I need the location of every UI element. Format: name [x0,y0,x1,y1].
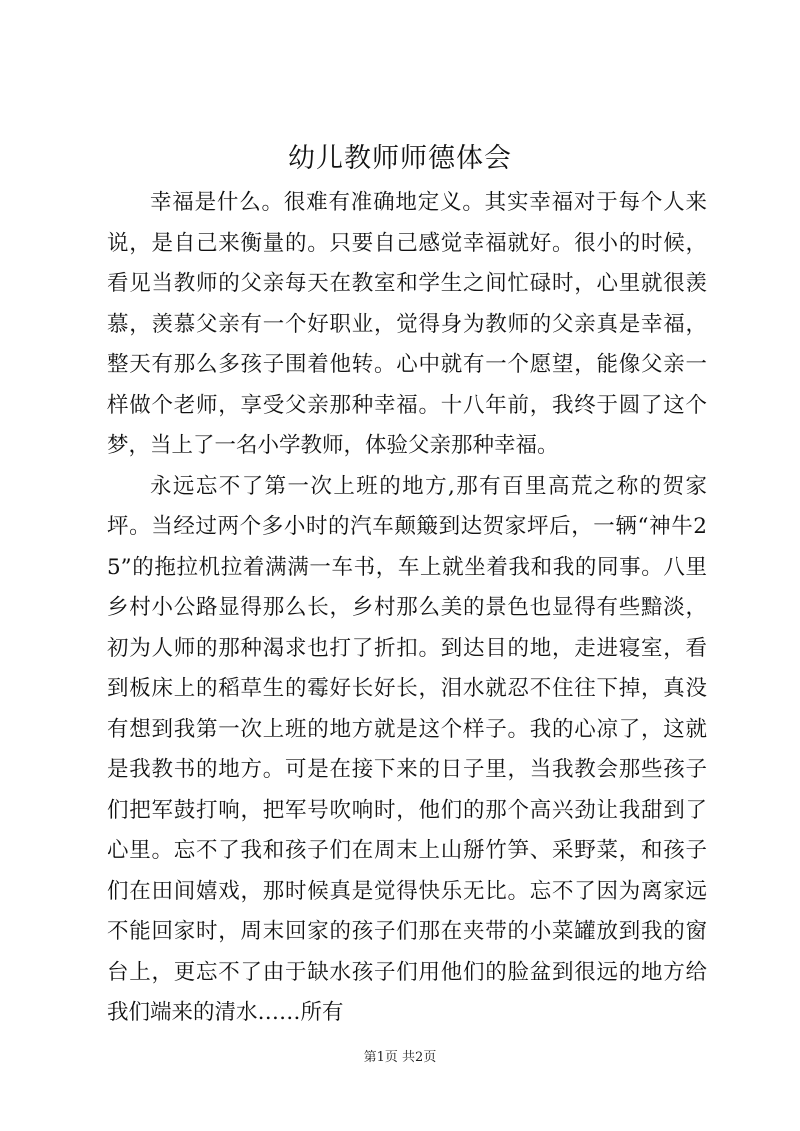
paragraph-1: 幸福是什么。很难有准确地定义。其实幸福对于每个人来说，是自己来衡量的。只要自己感觉幸福就好。很小的时候，看见当教师的父亲每天在教室和学生之间忙碌时，心里就很羡慕，羡慕父亲有一个好职业，觉得身为教师的父亲真是幸福，整天有那么多孩子围着他转。心中就有一个愿望，能像父亲一样做个老师，享受父亲那种幸福。十八年前，我终于圆了这个梦，当上了一名小学教师，体验父亲那种幸福。 [107,190,707,458]
document-body [107,183,707,1034]
paragraph-2: 永远忘不了第一次上班的地方,那有百里高荒之称的贺家坪。当经过两个多小时的汽车颠簸到达贺家坪后，一辆“神牛25”的拖拉机拉着满满一车书，车上就坐着我和我的同事。八里乡村小公路显得那么长，乡村那么美的景色也显得有些黯淡，初为人师的那种渴求也打了折扣。到达目的地，走进寝室，看到板床上的稻草生的霉好长好长，泪水就忍不住往下掉，真没有想到我第一次上班的地方就是这个样子。我的心凉了，这就是我教书的地方。可是在接下来的日子里，当我教会那些孩子们把军鼓打响，把军号吹响时，他们的那个高兴劲让我甜到了心里。忘不了我和孩子们在周末上山掰竹笋、采野菜，和孩子们在田间嬉戏，那时候真是觉得快乐无比。忘不了因为离家远不能回家时，周末回家的孩子们那在夹带的小菜罐放到我的窗台上，更忘不了由于缺水孩子们用他们的脸盆到很远的地方给我们端来的清水……所有 [107,473,707,1025]
document-title: 幼儿教师师德体会 [288,143,512,174]
page-footer: 第1页 共2页 [363,1050,437,1065]
